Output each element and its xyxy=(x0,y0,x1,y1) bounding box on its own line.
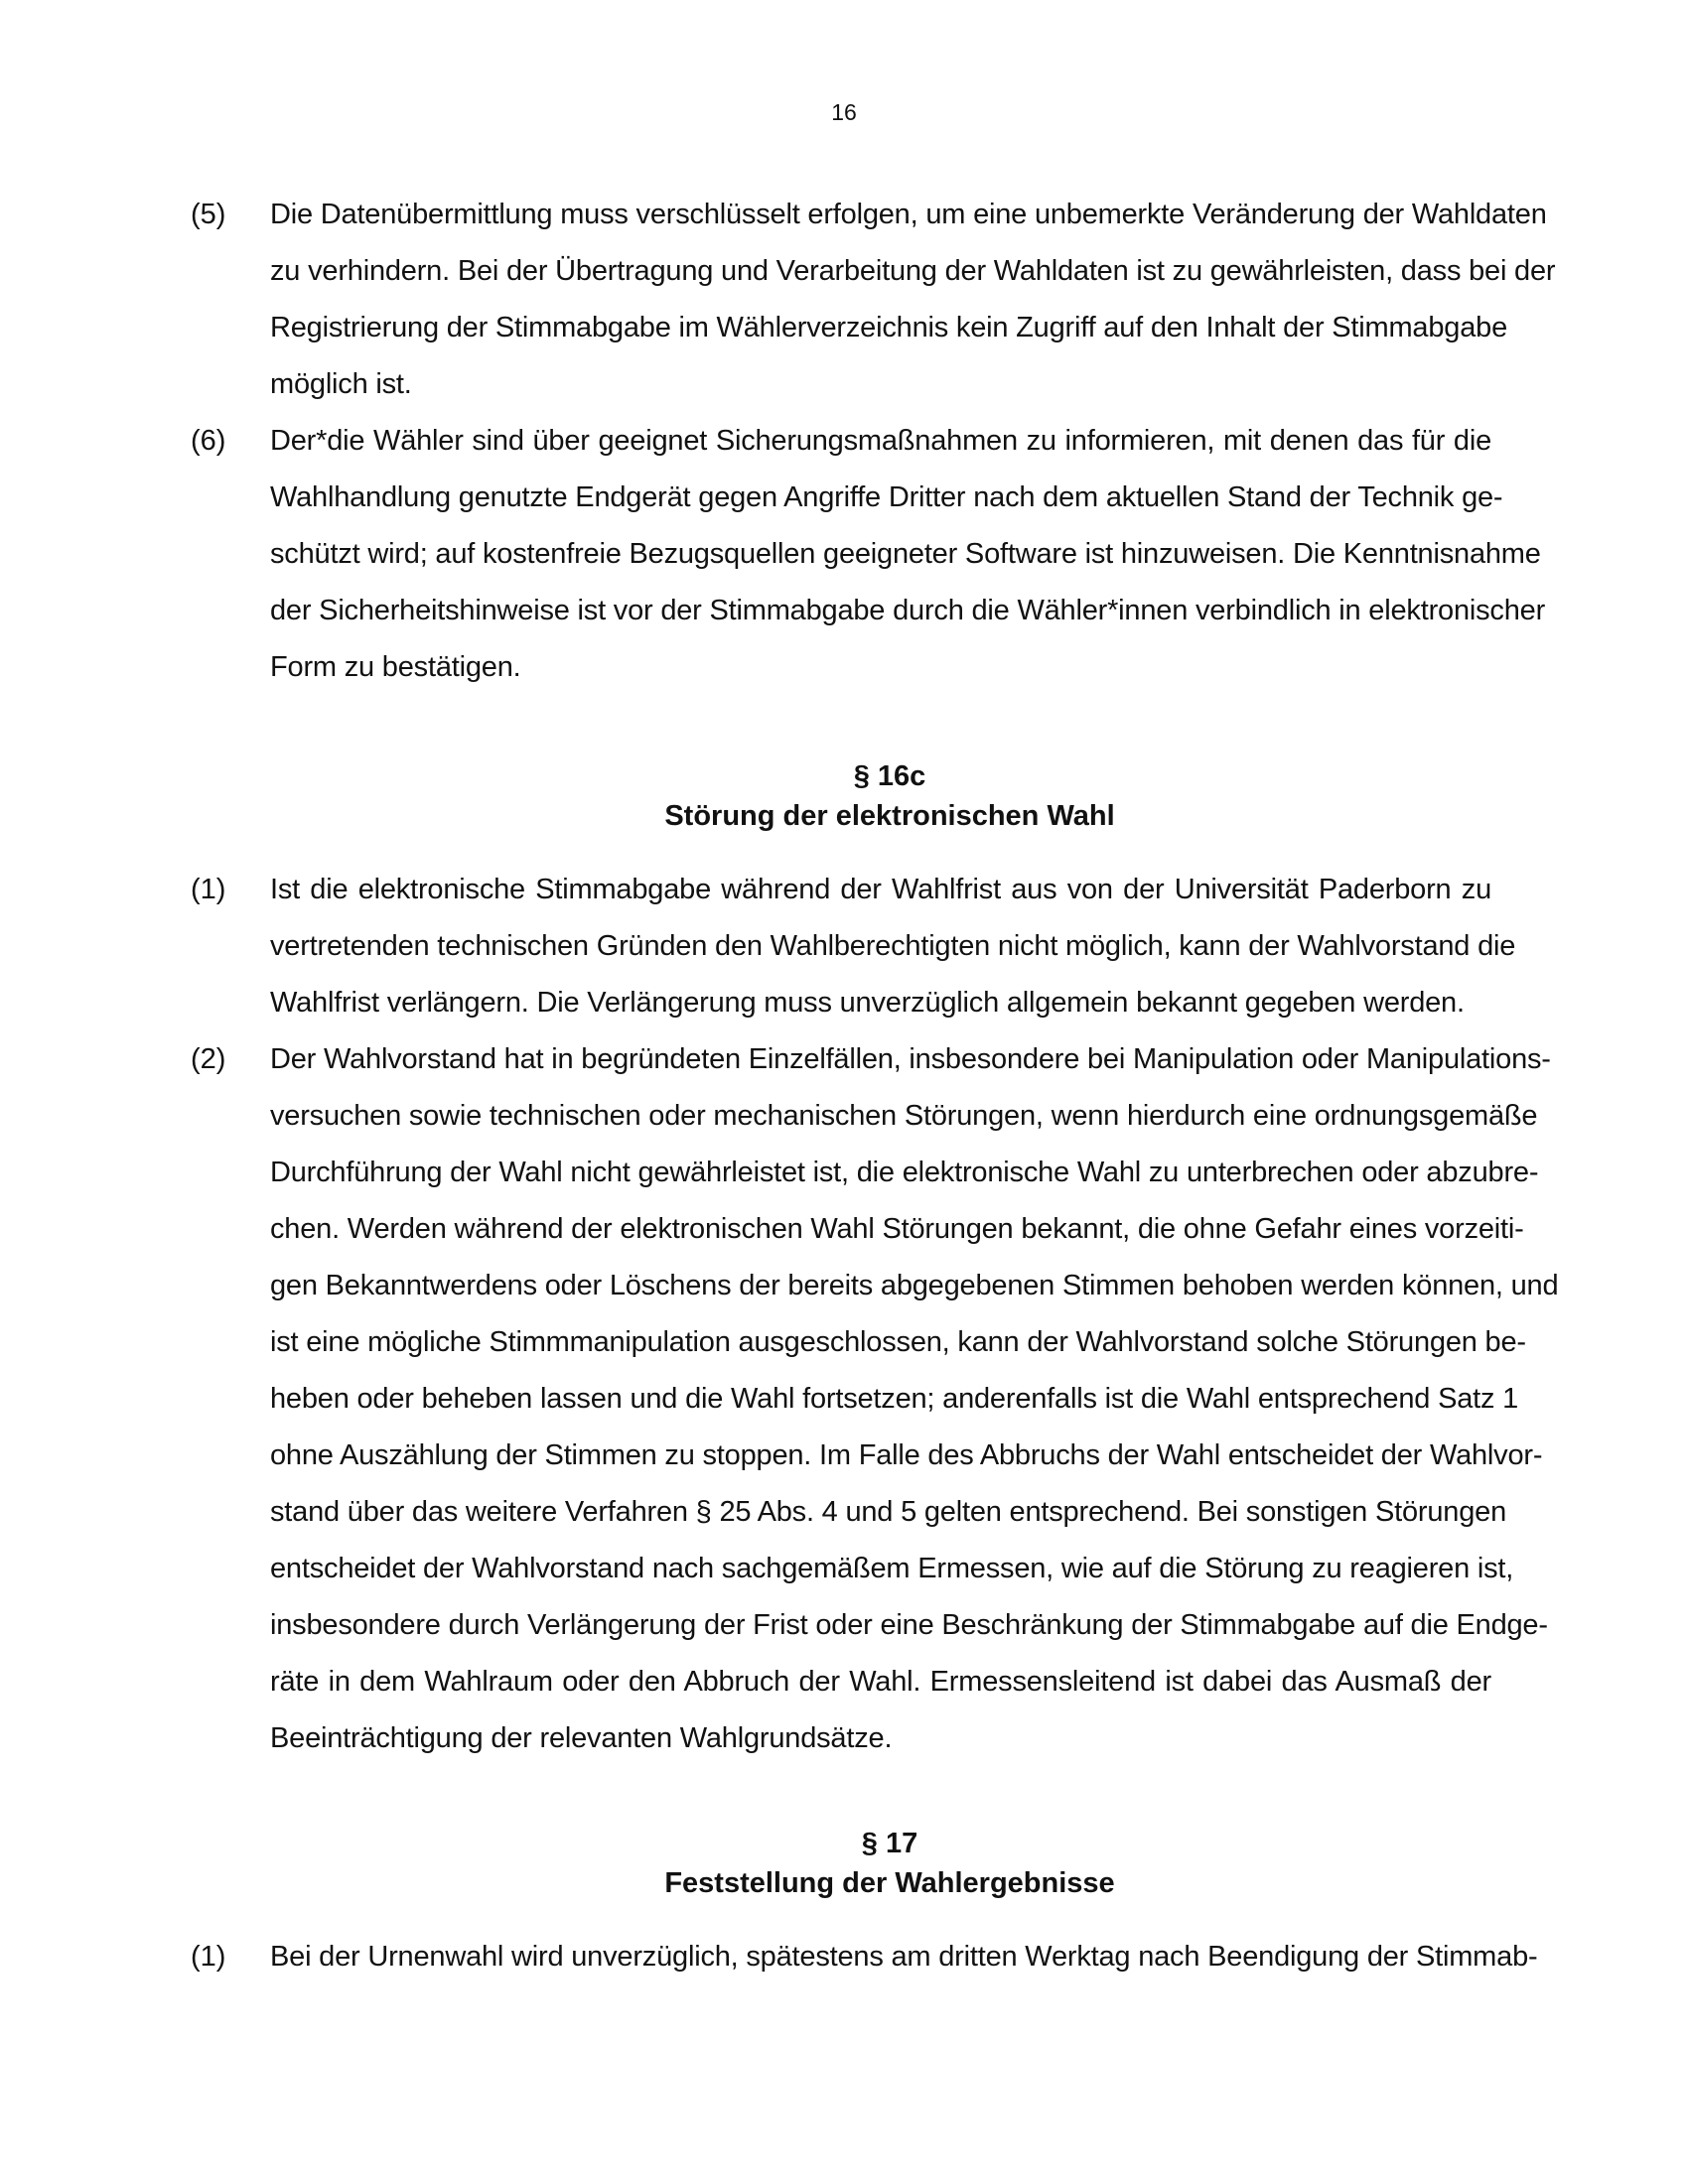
text-line: Durchführung der Wahl nicht gewährleistet ist, die elektronische Wahl zu unterbrechen oder abzubre- xyxy=(270,1157,1539,1188)
paragraph-number: (5) xyxy=(191,199,226,230)
text-line: versuchen sowie technischen oder mechanischen Störungen, wenn hierdurch eine ordnungsgemäße xyxy=(270,1100,1538,1132)
text-line: insbesondere durch Verlängerung der Frist oder eine Beschränkung der Stimmabgabe auf die Endge- xyxy=(270,1609,1548,1641)
paragraph-text xyxy=(270,187,1556,413)
text-line: Die Datenübermittlung muss verschlüsselt erfolgen, um eine unbemerkte Veränderung der Wahldaten xyxy=(270,199,1547,230)
text-line: heben oder beheben lassen und die Wahl fortsetzen; anderenfalls ist die Wahl entsprechend Satz 1 xyxy=(270,1383,1519,1415)
section-17-paragraph-1 xyxy=(191,1929,1538,1985)
text-line: ohne Auszählung der Stimmen zu stoppen. Im Falle des Abbruchs der Wahl entscheidet der Wahlvor- xyxy=(270,1439,1543,1471)
section-16c-title: Störung der elektronischen Wahl xyxy=(664,800,1115,832)
paragraph-number: (1) xyxy=(191,874,226,905)
section-16c-paragraph-2 xyxy=(191,1031,1559,1767)
text-line: Bei der Urnenwahl wird unverzüglich, spätestens am dritten Werktag nach Beendigung der Stimmab- xyxy=(270,1941,1538,1973)
text-line: schützt wird; auf kostenfreie Bezugsquellen geeigneter Software ist hinzuweisen. Die Kenntnisnahme xyxy=(270,538,1541,570)
text-line: möglich ist. xyxy=(270,368,412,400)
section-16c-number: § 16c xyxy=(853,760,926,792)
text-line: Beeinträchtigung der relevanten Wahlgrundsätze. xyxy=(270,1722,893,1754)
text-line: Der*die Wähler sind über geeignet Sicherungsmaßnahmen zu informieren, mit denen das für die xyxy=(270,425,1491,457)
text-line: zu verhindern. Bei der Übertragung und Verarbeitung der Wahldaten ist zu gewährleisten, dass bei der xyxy=(270,255,1556,287)
text-line: entscheidet der Wahlvorstand nach sachgemäßem Ermessen, wie auf die Störung zu reagieren ist, xyxy=(270,1553,1514,1584)
text-line: vertretenden technischen Gründen den Wahlberechtigten nicht möglich, kann der Wahlvorstand die xyxy=(270,930,1516,962)
text-line: Wahlhandlung genutzte Endgerät gegen Angriffe Dritter nach dem aktuellen Stand der Technik ge- xyxy=(270,481,1503,513)
text-line: der Sicherheitshinweise ist vor der Stimmabgabe durch die Wähler*innen verbindlich in elektronischer xyxy=(270,595,1546,626)
paragraph-number: (1) xyxy=(191,1941,226,1973)
paragraph-text xyxy=(270,1031,1559,1767)
text-line: chen. Werden während der elektronischen Wahl Störungen bekannt, die ohne Gefahr eines vorzeiti- xyxy=(270,1213,1524,1245)
paragraph-number: (2) xyxy=(191,1043,226,1075)
text-line: Wahlfrist verlängern. Die Verlängerung muss unverzüglich allgemein bekannt gegeben werden. xyxy=(270,987,1465,1019)
paragraph-5 xyxy=(191,187,1556,413)
paragraph-text xyxy=(270,862,1516,1031)
text-line: Der Wahlvorstand hat in begründeten Einzelfällen, insbesondere bei Manipulation oder Manipulations- xyxy=(270,1043,1551,1075)
text-line: räte in dem Wahlraum oder den Abbruch der Wahl. Ermessensleitend ist dabei das Ausmaß der xyxy=(270,1666,1491,1698)
text-line: ist eine mögliche Stimmmanipulation ausgeschlossen, kann der Wahlvorstand solche Störungen be- xyxy=(270,1326,1526,1358)
paragraph-text xyxy=(270,413,1546,696)
text-line: Registrierung der Stimmabgabe im Wählerverzeichnis kein Zugriff auf den Inhalt der Stimmabgabe xyxy=(270,312,1507,343)
text-line: gen Bekanntwerdens oder Löschens der bereits abgegebenen Stimmen behoben werden können, und xyxy=(270,1270,1559,1301)
section-17-number: § 17 xyxy=(861,1828,918,1859)
text-line: stand über das weitere Verfahren § 25 Abs. 4 und 5 gelten entsprechend. Bei sonstigen Störungen xyxy=(270,1496,1506,1528)
section-17-title: Feststellung der Wahlergebnisse xyxy=(664,1867,1115,1899)
paragraph-text xyxy=(270,1929,1538,1985)
text-line: Ist die elektronische Stimmabgabe während der Wahlfrist aus von der Universität Paderborn zu xyxy=(270,874,1491,905)
paragraph-number: (6) xyxy=(191,425,226,457)
text-line: Form zu bestätigen. xyxy=(270,651,521,683)
page-number: 16 xyxy=(831,99,857,125)
paragraph-6 xyxy=(191,413,1546,696)
section-16c-paragraph-1 xyxy=(191,862,1516,1031)
